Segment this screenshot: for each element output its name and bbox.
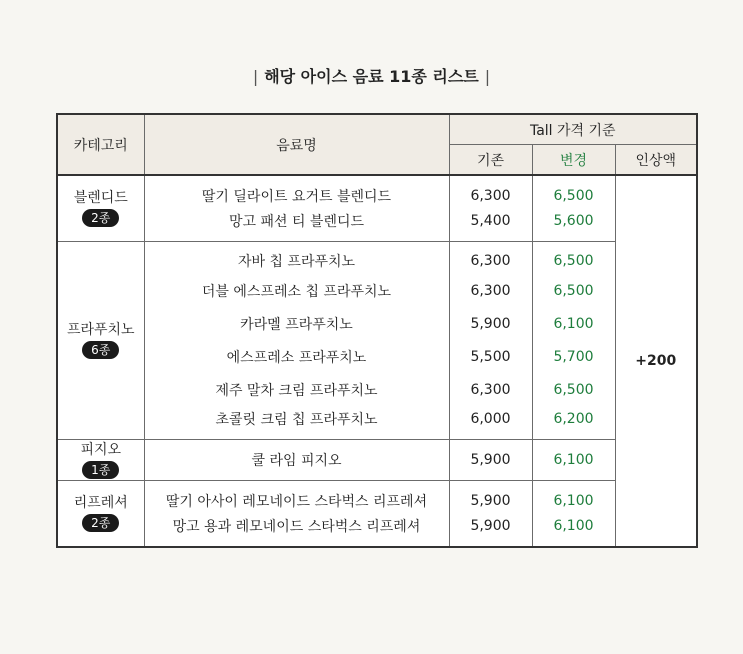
category-cell: [57, 481, 144, 547]
title-divider-left: |: [252, 67, 259, 86]
category-name: 블렌디드: [73, 189, 128, 206]
drink-name-cell: 망고 패션 티 블렌디드: [144, 208, 449, 241]
new-price-cell: 5,700: [532, 340, 615, 373]
table-row: [57, 241, 697, 274]
title-text: 해당 아이스 음료 11종 리스트: [264, 67, 479, 86]
table-row: [57, 274, 697, 307]
old-price-cell: 5,500: [449, 340, 532, 373]
old-price-cell: 6,000: [449, 406, 532, 439]
page-title: [0, 64, 743, 87]
table-row: [57, 406, 697, 439]
old-price-cell: 6,300: [449, 175, 532, 208]
table-row: [57, 340, 697, 373]
new-price-cell: 6,500: [532, 175, 615, 208]
category-count-badge: 1종: [82, 461, 119, 479]
header-price-group: Tall 가격 기준: [449, 114, 697, 145]
new-price-cell: 5,600: [532, 208, 615, 241]
category-name: 피지오: [80, 441, 122, 458]
table-body: [57, 175, 697, 547]
table-row: [57, 439, 697, 481]
new-price-cell: 6,100: [532, 481, 615, 514]
category-count-badge: 6종: [82, 341, 119, 359]
old-price-cell: 6,300: [449, 274, 532, 307]
header-increase: 인상액: [615, 145, 697, 176]
drink-name-cell: 딸기 아사이 레모네이드 스타벅스 리프레셔: [144, 481, 449, 514]
new-price-cell: 6,500: [532, 241, 615, 274]
category-cell: [57, 175, 144, 241]
price-table: [56, 113, 698, 548]
title-divider-right: |: [484, 67, 491, 86]
old-price-cell: 6,300: [449, 373, 532, 406]
header-category: 카테고리: [57, 114, 144, 175]
new-price-cell: 6,100: [532, 307, 615, 340]
header-old-price: 기존: [449, 145, 532, 176]
table-row: [57, 175, 697, 208]
increase-amount-cell: +200: [615, 175, 697, 547]
table-row: [57, 208, 697, 241]
new-price-cell: 6,100: [532, 514, 615, 547]
category-count-badge: 2종: [82, 209, 119, 227]
old-price-cell: 5,900: [449, 514, 532, 547]
category-count-badge: 2종: [82, 514, 119, 532]
category-name: 리프레셔: [73, 495, 128, 512]
category-cell: [57, 439, 144, 481]
drink-name-cell: 더블 에스프레소 칩 프라푸치노: [144, 274, 449, 307]
header-new-price: 변경: [532, 145, 615, 176]
table-row: [57, 373, 697, 406]
old-price-cell: 5,400: [449, 208, 532, 241]
drink-name-cell: 제주 말차 크림 프라푸치노: [144, 373, 449, 406]
table-row: [57, 481, 697, 514]
drink-name-cell: 망고 용과 레모네이드 스타벅스 리프레셔: [144, 514, 449, 547]
old-price-cell: 5,900: [449, 307, 532, 340]
new-price-cell: 6,100: [532, 439, 615, 481]
old-price-cell: 5,900: [449, 481, 532, 514]
old-price-cell: 5,900: [449, 439, 532, 481]
drink-name-cell: 카라멜 프라푸치노: [144, 307, 449, 340]
new-price-cell: 6,500: [532, 274, 615, 307]
old-price-cell: 6,300: [449, 241, 532, 274]
category-name: 프라푸치노: [66, 321, 135, 338]
header-drink-name: 음료명: [144, 114, 449, 175]
drink-name-cell: 자바 칩 프라푸치노: [144, 241, 449, 274]
table-row: [57, 307, 697, 340]
drink-name-cell: 쿨 라임 피지오: [144, 439, 449, 481]
table-row: [57, 514, 697, 547]
category-cell: [57, 241, 144, 439]
drink-name-cell: 초콜릿 크림 칩 프라푸치노: [144, 406, 449, 439]
new-price-cell: 6,200: [532, 406, 615, 439]
drink-name-cell: 딸기 딜라이트 요거트 블렌디드: [144, 175, 449, 208]
drink-name-cell: 에스프레소 프라푸치노: [144, 340, 449, 373]
new-price-cell: 6,500: [532, 373, 615, 406]
